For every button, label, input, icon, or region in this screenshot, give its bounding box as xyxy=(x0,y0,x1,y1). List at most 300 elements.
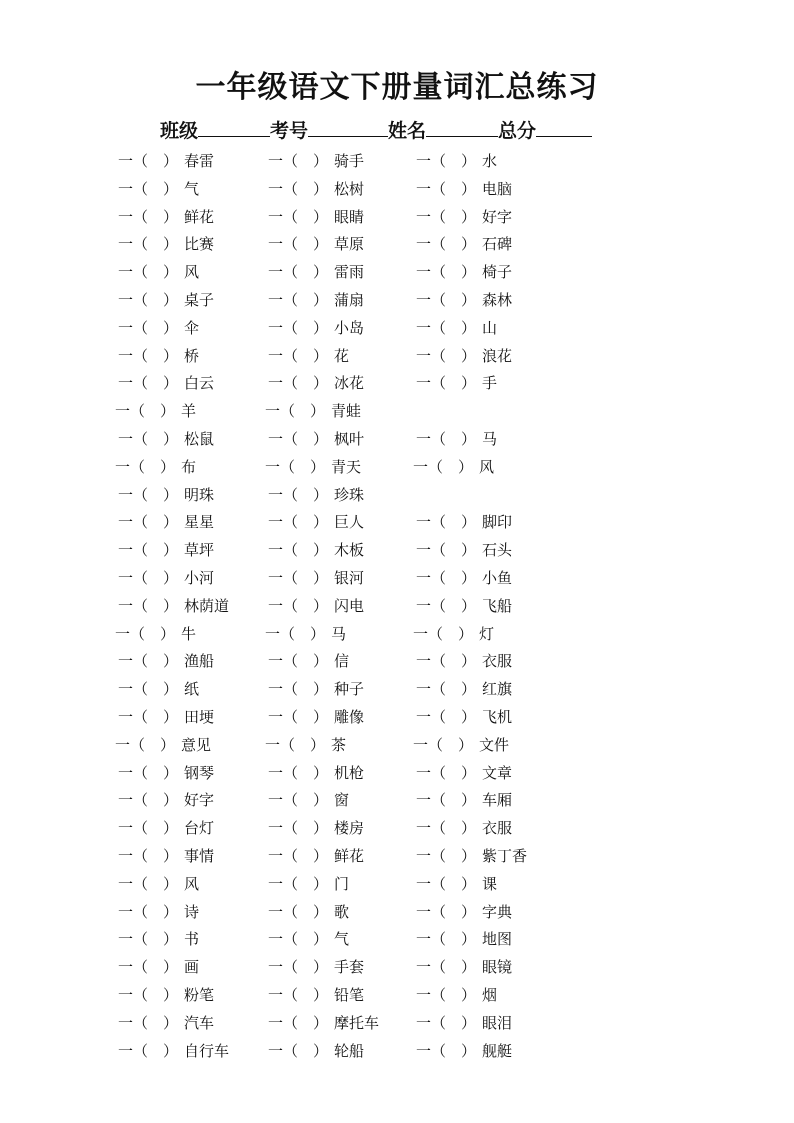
answer-blank[interactable]: 一（ ） xyxy=(268,263,329,282)
measure-word-item xyxy=(118,648,214,676)
noun-word: 歌 xyxy=(334,902,350,921)
noun-word: 珍珠 xyxy=(334,485,365,504)
answer-blank[interactable]: 一（ ） xyxy=(118,902,179,921)
measure-word-item xyxy=(416,259,512,287)
noun-word: 气 xyxy=(334,930,350,949)
noun-word: 田埂 xyxy=(184,707,215,726)
answer-blank[interactable]: 一（ ） xyxy=(268,1041,329,1060)
answer-blank[interactable]: 一（ ） xyxy=(115,457,176,476)
measure-word-item xyxy=(118,787,214,815)
noun-word: 比赛 xyxy=(184,235,215,254)
measure-word-item xyxy=(118,509,214,537)
measure-word-item xyxy=(118,926,199,954)
noun-word: 浪花 xyxy=(482,346,513,365)
exam-no-blank[interactable] xyxy=(308,118,388,137)
measure-word-item xyxy=(416,1010,512,1038)
measure-word-item xyxy=(115,398,196,426)
measure-word-item xyxy=(416,593,512,621)
noun-word: 青天 xyxy=(331,457,362,476)
noun-word: 银河 xyxy=(334,568,365,587)
noun-word: 松鼠 xyxy=(184,429,215,448)
answer-blank[interactable]: 一（ ） xyxy=(416,707,477,726)
measure-word-item xyxy=(416,287,512,315)
noun-word: 机枪 xyxy=(334,763,365,782)
noun-word: 楼房 xyxy=(334,819,365,838)
measure-word-item xyxy=(268,259,364,287)
measure-word-item xyxy=(416,343,512,371)
answer-blank[interactable]: 一（ ） xyxy=(118,207,179,226)
noun-word: 伞 xyxy=(184,318,200,337)
measure-word-item xyxy=(416,815,512,843)
measure-word-item xyxy=(268,815,364,843)
noun-word: 森林 xyxy=(482,290,513,309)
answer-blank[interactable]: 一（ ） xyxy=(416,846,477,865)
measure-word-item xyxy=(416,370,497,398)
measure-word-item xyxy=(268,760,364,788)
answer-blank[interactable]: 一（ ） xyxy=(268,707,329,726)
measure-word-item xyxy=(268,1010,379,1038)
measure-word-item xyxy=(416,565,512,593)
name-blank[interactable] xyxy=(426,118,498,137)
answer-blank[interactable]: 一（ ） xyxy=(268,985,329,1004)
noun-word: 眼睛 xyxy=(334,207,365,226)
noun-word: 粉笔 xyxy=(184,985,215,1004)
answer-blank[interactable]: 一（ ） xyxy=(416,207,477,226)
measure-word-item xyxy=(118,871,199,899)
measure-word-item xyxy=(268,565,364,593)
answer-blank[interactable]: 一（ ） xyxy=(416,1041,477,1060)
noun-word: 蒲扇 xyxy=(334,290,365,309)
answer-blank[interactable]: 一（ ） xyxy=(118,680,179,699)
noun-word: 明珠 xyxy=(184,485,215,504)
noun-word: 风 xyxy=(184,874,200,893)
page-title: 一年级语文下册量词汇总练习 xyxy=(195,70,599,105)
measure-word-item xyxy=(268,370,364,398)
measure-word-item xyxy=(118,370,214,398)
score-blank[interactable] xyxy=(536,118,592,137)
measure-word-item xyxy=(118,565,214,593)
answer-blank[interactable]: 一（ ） xyxy=(118,763,179,782)
answer-blank[interactable]: 一（ ） xyxy=(268,152,329,170)
noun-word: 草坪 xyxy=(184,541,215,560)
student-info-line xyxy=(160,116,592,143)
measure-word-item xyxy=(416,1038,512,1066)
noun-word: 意见 xyxy=(181,735,212,754)
measure-word-item xyxy=(416,899,512,927)
noun-word: 雷雨 xyxy=(334,263,365,282)
noun-word: 好字 xyxy=(184,791,215,810)
noun-word: 枫叶 xyxy=(334,429,365,448)
measure-word-item xyxy=(118,315,199,343)
measure-word-item xyxy=(118,231,214,259)
answer-blank[interactable]: 一（ ） xyxy=(118,374,179,393)
answer-blank[interactable]: 一（ ） xyxy=(268,680,329,699)
answer-blank[interactable]: 一（ ） xyxy=(416,346,477,365)
measure-word-item xyxy=(268,1038,364,1066)
noun-word: 文件 xyxy=(479,735,510,754)
answer-blank[interactable]: 一（ ） xyxy=(118,985,179,1004)
measure-word-item xyxy=(268,426,364,454)
answer-blank[interactable]: 一（ ） xyxy=(118,235,179,254)
noun-word: 花 xyxy=(334,346,350,365)
measure-word-item xyxy=(416,787,512,815)
measure-word-item xyxy=(118,982,214,1010)
answer-blank[interactable]: 一（ ） xyxy=(268,290,329,309)
score-label: 总分 xyxy=(498,120,537,142)
noun-word: 纸 xyxy=(184,680,200,699)
noun-word: 巨人 xyxy=(334,513,365,532)
answer-blank[interactable]: 一（ ） xyxy=(118,263,179,282)
noun-word: 山 xyxy=(482,318,498,337)
noun-word: 台灯 xyxy=(184,819,215,838)
noun-word: 小河 xyxy=(184,568,215,587)
noun-word: 春雷 xyxy=(184,152,215,170)
noun-word: 烟 xyxy=(482,985,498,1004)
noun-word: 松树 xyxy=(334,179,365,198)
measure-word-item xyxy=(268,204,364,232)
answer-blank[interactable]: 一（ ） xyxy=(268,846,329,865)
measure-word-item xyxy=(115,454,196,482)
noun-word: 水 xyxy=(482,152,498,170)
noun-word: 诗 xyxy=(184,902,200,921)
noun-word: 马 xyxy=(331,624,347,643)
noun-word: 文章 xyxy=(482,763,513,782)
answer-blank[interactable]: 一（ ） xyxy=(416,374,477,393)
noun-word: 飞机 xyxy=(482,707,513,726)
noun-word: 布 xyxy=(181,457,197,476)
answer-blank[interactable]: 一（ ） xyxy=(268,429,329,448)
noun-word: 事情 xyxy=(184,846,215,865)
answer-blank[interactable]: 一（ ） xyxy=(115,402,176,421)
measure-word-item xyxy=(416,676,512,704)
measure-word-item xyxy=(118,482,214,510)
answer-blank[interactable]: 一（ ） xyxy=(416,568,477,587)
answer-blank[interactable]: 一（ ） xyxy=(416,680,477,699)
answer-blank[interactable]: 一（ ） xyxy=(268,485,329,504)
answer-blank[interactable]: 一（ ） xyxy=(268,763,329,782)
answer-blank[interactable]: 一（ ） xyxy=(268,318,329,337)
answer-blank[interactable]: 一（ ） xyxy=(268,819,329,838)
noun-word: 林荫道 xyxy=(184,596,230,615)
answer-blank[interactable]: 一（ ） xyxy=(268,235,329,254)
measure-word-item xyxy=(416,760,512,788)
answer-blank[interactable]: 一（ ） xyxy=(118,568,179,587)
noun-word: 气 xyxy=(184,179,200,198)
noun-word: 钢琴 xyxy=(184,763,215,782)
noun-word: 飞船 xyxy=(482,596,513,615)
answer-blank[interactable]: 一（ ） xyxy=(268,568,329,587)
answer-blank[interactable]: 一（ ） xyxy=(416,235,477,254)
noun-word: 衣服 xyxy=(482,652,513,671)
measure-word-item xyxy=(118,593,229,621)
measure-word-item xyxy=(118,704,214,732)
answer-blank[interactable]: 一（ ） xyxy=(268,958,329,977)
measure-word-item xyxy=(118,176,199,204)
noun-word: 手 xyxy=(482,374,498,393)
answer-blank[interactable]: 一（ ） xyxy=(416,179,477,198)
measure-word-item xyxy=(118,148,214,176)
answer-blank[interactable]: 一（ ） xyxy=(416,930,477,949)
measure-word-item xyxy=(268,648,349,676)
measure-word-item xyxy=(118,676,199,704)
answer-blank[interactable]: 一（ ） xyxy=(413,735,474,754)
measure-word-item xyxy=(118,843,214,871)
answer-blank[interactable]: 一（ ） xyxy=(118,290,179,309)
measure-word-item xyxy=(268,787,349,815)
answer-blank[interactable]: 一（ ） xyxy=(416,819,477,838)
answer-blank[interactable]: 一（ ） xyxy=(416,429,477,448)
noun-word: 雕像 xyxy=(334,707,365,726)
noun-word: 青蛙 xyxy=(331,402,362,421)
measure-word-item xyxy=(268,899,349,927)
noun-word: 石碑 xyxy=(482,235,513,254)
measure-word-item xyxy=(268,176,364,204)
answer-blank[interactable]: 一（ ） xyxy=(265,402,326,421)
measure-word-item xyxy=(268,315,364,343)
answer-blank[interactable]: 一（ ） xyxy=(118,846,179,865)
noun-word: 木板 xyxy=(334,541,365,560)
answer-blank[interactable]: 一（ ） xyxy=(268,513,329,532)
noun-word: 羊 xyxy=(181,402,197,421)
measure-word-item xyxy=(268,509,364,537)
noun-word: 紫丁香 xyxy=(482,846,528,865)
answer-blank[interactable]: 一（ ） xyxy=(118,429,179,448)
noun-word: 衣服 xyxy=(482,819,513,838)
measure-word-item xyxy=(268,537,364,565)
measure-word-item xyxy=(413,732,509,760)
noun-word: 车厢 xyxy=(482,791,513,810)
noun-word: 摩托车 xyxy=(334,1013,380,1032)
measure-word-item xyxy=(265,454,361,482)
measure-word-item xyxy=(115,732,211,760)
noun-word: 种子 xyxy=(334,680,365,699)
answer-blank[interactable]: 一（ ） xyxy=(268,902,329,921)
answer-blank[interactable]: 一（ ） xyxy=(118,596,179,615)
measure-word-item xyxy=(118,204,214,232)
noun-word: 桌子 xyxy=(184,290,215,309)
answer-blank[interactable]: 一（ ） xyxy=(416,902,477,921)
measure-word-item xyxy=(416,176,512,204)
noun-word: 字典 xyxy=(482,902,513,921)
measure-word-item xyxy=(416,954,512,982)
measure-word-item xyxy=(118,287,214,315)
answer-blank[interactable]: 一（ ） xyxy=(416,874,477,893)
measure-word-item xyxy=(416,537,512,565)
measure-word-item xyxy=(118,426,214,454)
measure-word-item xyxy=(268,231,364,259)
answer-blank[interactable]: 一（ ） xyxy=(268,874,329,893)
answer-blank[interactable]: 一（ ） xyxy=(265,735,326,754)
measure-word-item xyxy=(268,982,364,1010)
answer-blank[interactable]: 一（ ） xyxy=(118,958,179,977)
measure-word-item xyxy=(118,899,199,927)
measure-word-item xyxy=(118,815,214,843)
noun-word: 汽车 xyxy=(184,1013,215,1032)
answer-blank[interactable]: 一（ ） xyxy=(118,652,179,671)
noun-word: 鲜花 xyxy=(334,846,365,865)
measure-word-item xyxy=(416,648,512,676)
measure-word-item xyxy=(118,1038,229,1066)
measure-word-item xyxy=(413,621,494,649)
answer-blank[interactable]: 一（ ） xyxy=(118,318,179,337)
noun-word: 书 xyxy=(184,930,200,949)
noun-word: 门 xyxy=(334,874,350,893)
answer-blank[interactable]: 一（ ） xyxy=(416,318,477,337)
measure-word-item xyxy=(416,871,497,899)
noun-word: 眼镜 xyxy=(482,958,513,977)
answer-blank[interactable]: 一（ ） xyxy=(416,1013,477,1032)
noun-word: 铅笔 xyxy=(334,985,365,1004)
noun-word: 画 xyxy=(184,958,200,977)
noun-word: 骑手 xyxy=(334,152,365,170)
answer-blank[interactable]: 一（ ） xyxy=(268,930,329,949)
answer-blank[interactable]: 一（ ） xyxy=(416,763,477,782)
answer-blank[interactable]: 一（ ） xyxy=(413,624,474,643)
noun-word: 舰艇 xyxy=(482,1041,513,1060)
measure-word-item xyxy=(268,676,364,704)
answer-blank[interactable]: 一（ ） xyxy=(413,457,474,476)
answer-blank[interactable]: 一（ ） xyxy=(416,152,477,170)
noun-word: 电脑 xyxy=(482,179,513,198)
noun-word: 轮船 xyxy=(334,1041,365,1060)
measure-word-item xyxy=(416,204,512,232)
noun-word: 石头 xyxy=(482,541,513,560)
noun-word: 眼泪 xyxy=(482,1013,513,1032)
answer-blank[interactable]: 一（ ） xyxy=(118,541,179,560)
answer-blank[interactable]: 一（ ） xyxy=(118,513,179,532)
answer-blank[interactable]: 一（ ） xyxy=(416,290,477,309)
measure-word-item xyxy=(265,621,346,649)
answer-blank[interactable]: 一（ ） xyxy=(416,263,477,282)
noun-word: 草原 xyxy=(334,235,365,254)
answer-blank[interactable]: 一（ ） xyxy=(416,958,477,977)
answer-blank[interactable]: 一（ ） xyxy=(118,346,179,365)
measure-word-item xyxy=(268,871,349,899)
class-label: 班级 xyxy=(160,120,199,142)
noun-word: 自行车 xyxy=(184,1041,230,1060)
measure-word-item xyxy=(268,926,349,954)
answer-blank[interactable]: 一（ ） xyxy=(118,874,179,893)
noun-word: 灯 xyxy=(479,624,495,643)
noun-word: 闪电 xyxy=(334,596,365,615)
answer-blank[interactable]: 一（ ） xyxy=(118,152,179,170)
answer-blank[interactable]: 一（ ） xyxy=(118,1041,179,1060)
measure-word-item xyxy=(416,148,497,176)
measure-word-item xyxy=(115,621,196,649)
measure-word-item xyxy=(268,954,364,982)
answer-blank[interactable]: 一（ ） xyxy=(268,207,329,226)
noun-word: 信 xyxy=(334,652,350,671)
measure-word-item xyxy=(268,704,364,732)
noun-word: 地图 xyxy=(482,930,513,949)
answer-blank[interactable]: 一（ ） xyxy=(416,596,477,615)
answer-blank[interactable]: 一（ ） xyxy=(416,541,477,560)
measure-word-item xyxy=(118,1010,214,1038)
noun-word: 渔船 xyxy=(184,652,215,671)
answer-blank[interactable]: 一（ ） xyxy=(118,791,179,810)
noun-word: 牛 xyxy=(181,624,197,643)
measure-word-item xyxy=(268,482,364,510)
noun-word: 小岛 xyxy=(334,318,365,337)
noun-word: 风 xyxy=(479,457,495,476)
measure-word-item xyxy=(118,954,199,982)
answer-blank[interactable]: 一（ ） xyxy=(268,652,329,671)
measure-word-item xyxy=(265,732,346,760)
answer-blank[interactable]: 一（ ） xyxy=(118,819,179,838)
answer-blank[interactable]: 一（ ） xyxy=(268,346,329,365)
measure-word-item xyxy=(268,343,349,371)
answer-blank[interactable]: 一（ ） xyxy=(268,541,329,560)
answer-blank[interactable]: 一（ ） xyxy=(268,1013,329,1032)
noun-word: 桥 xyxy=(184,346,200,365)
measure-word-item xyxy=(416,231,512,259)
answer-blank[interactable]: 一（ ） xyxy=(118,179,179,198)
noun-word: 课 xyxy=(482,874,498,893)
measure-word-item xyxy=(268,148,364,176)
noun-word: 风 xyxy=(184,263,200,282)
noun-word: 星星 xyxy=(184,513,215,532)
measure-word-item xyxy=(416,704,512,732)
answer-blank[interactable]: 一（ ） xyxy=(416,985,477,1004)
answer-blank[interactable]: 一（ ） xyxy=(118,707,179,726)
measure-word-item xyxy=(416,926,512,954)
class-blank[interactable] xyxy=(198,118,270,137)
name-label: 姓名 xyxy=(388,120,427,142)
answer-blank[interactable]: 一（ ） xyxy=(268,596,329,615)
answer-blank[interactable]: 一（ ） xyxy=(416,652,477,671)
measure-word-item xyxy=(118,537,214,565)
measure-word-item xyxy=(413,454,494,482)
measure-word-item xyxy=(416,426,497,454)
measure-word-item xyxy=(416,315,497,343)
measure-word-item xyxy=(268,287,364,315)
measure-word-item xyxy=(416,982,497,1010)
answer-blank[interactable]: 一（ ） xyxy=(268,791,329,810)
noun-word: 窗 xyxy=(334,791,350,810)
noun-word: 好字 xyxy=(482,207,513,226)
answer-blank[interactable]: 一（ ） xyxy=(265,624,326,643)
noun-word: 小鱼 xyxy=(482,568,513,587)
noun-word: 脚印 xyxy=(482,513,513,532)
measure-word-item xyxy=(118,760,214,788)
answer-blank[interactable]: 一（ ） xyxy=(118,930,179,949)
measure-word-item xyxy=(118,259,199,287)
answer-blank[interactable]: 一（ ） xyxy=(268,179,329,198)
noun-word: 手套 xyxy=(334,958,365,977)
answer-blank[interactable]: 一（ ） xyxy=(268,374,329,393)
measure-word-item xyxy=(416,843,527,871)
answer-blank[interactable]: 一（ ） xyxy=(118,1013,179,1032)
answer-blank[interactable]: 一（ ） xyxy=(115,735,176,754)
exam-no-label: 考号 xyxy=(270,120,309,142)
answer-blank[interactable]: 一（ ） xyxy=(416,791,477,810)
measure-word-item xyxy=(416,509,512,537)
answer-blank[interactable]: 一（ ） xyxy=(265,457,326,476)
noun-word: 椅子 xyxy=(482,263,513,282)
noun-word: 冰花 xyxy=(334,374,365,393)
measure-word-item xyxy=(118,343,199,371)
answer-blank[interactable]: 一（ ） xyxy=(416,513,477,532)
measure-word-item xyxy=(268,593,364,621)
noun-word: 茶 xyxy=(331,735,347,754)
answer-blank[interactable]: 一（ ） xyxy=(118,485,179,504)
noun-word: 红旗 xyxy=(482,680,513,699)
answer-blank[interactable]: 一（ ） xyxy=(115,624,176,643)
noun-word: 马 xyxy=(482,429,498,448)
measure-word-item xyxy=(265,398,361,426)
noun-word: 鲜花 xyxy=(184,207,215,226)
noun-word: 白云 xyxy=(184,374,215,393)
